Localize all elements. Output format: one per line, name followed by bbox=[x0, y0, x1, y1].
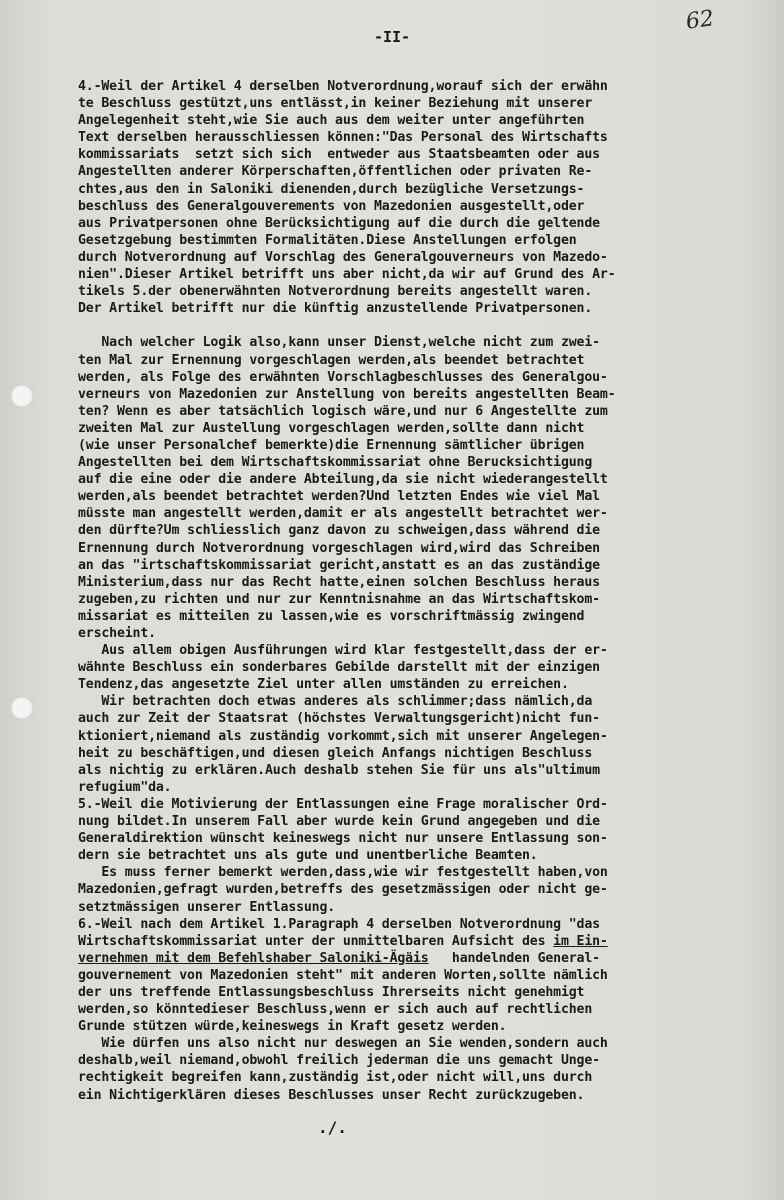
line-text: Angestellten anderer Körperschaften,öffentlichen oder privaten Re- bbox=[78, 164, 593, 180]
line-text: 6.-Weil nach dem Artikel 1.Paragraph 4 derselben Notverordnung "das bbox=[78, 916, 600, 932]
line-text: den dürfte?Um schliesslich ganz davon zu schweigen,dass während die bbox=[78, 523, 600, 539]
line-text: kommissariats setzt sich sich entweder aus Staatsbeamten oder aus bbox=[78, 147, 600, 163]
line-text: gouvernement von Mazedonien steht" mit anderen Worten,sollte nämlich bbox=[78, 967, 608, 983]
line-text: Wirtschaftskommissariat unter der unmittelbaren Aufsicht des bbox=[78, 933, 554, 949]
letter-body bbox=[78, 78, 778, 1104]
line-text: werden,so könntedieser Beschluss,wenn er sich auch auf rechtlichen bbox=[78, 1002, 593, 1018]
line-text: ktioniert,niemand als zuständig vorkommt,sich mit unserer Angelegen- bbox=[78, 728, 608, 744]
text-line bbox=[78, 146, 778, 163]
line-text: (wie unser Personalchef bemerkte)die Ernennung sämtlicher übrigen bbox=[78, 437, 585, 453]
text-line bbox=[78, 813, 778, 830]
text-line bbox=[78, 540, 778, 557]
text-line bbox=[78, 1069, 778, 1086]
text-line bbox=[78, 471, 778, 488]
text-line bbox=[78, 950, 778, 967]
line-text: Ministerium,dass nur das Recht hatte,einen solchen Beschluss heraus bbox=[78, 574, 600, 590]
text-line bbox=[78, 181, 778, 198]
text-line bbox=[78, 454, 778, 471]
line-text: aus Privatpersonen ohne Berücksichtigung auf die durch die geltende bbox=[78, 215, 600, 231]
text-line bbox=[78, 1052, 778, 1069]
text-line bbox=[78, 317, 778, 334]
text-line bbox=[78, 1087, 778, 1104]
line-text: heit zu beschäftigen,und diesen gleich Anfangs nichtigen Beschluss bbox=[78, 745, 593, 761]
line-text: Gesetzgebung bestimmten Formalitäten.Diese Anstellungen erfolgen bbox=[78, 232, 577, 248]
line-text: rechtigkeit begreifen kann,zuständig ist,oder nicht will,uns durch bbox=[78, 1070, 593, 1086]
line-text: Grunde stützen würde,keineswegs in Kraft gesetz werden. bbox=[78, 1019, 507, 1035]
text-line bbox=[78, 899, 778, 916]
text-line bbox=[78, 420, 778, 437]
line-text: Angestellten bei dem Wirtschaftskommissariat ohne Berucksichtigung bbox=[78, 455, 593, 471]
line-text: werden,als beendet betrachtet werden?Und letzten Endes wie viel Mal bbox=[78, 489, 600, 505]
text-line bbox=[78, 129, 778, 146]
line-text: auch zur Zeit der Staatsrat (höchstes Verwaltungsgericht)nicht fun- bbox=[78, 711, 600, 727]
text-line bbox=[78, 95, 778, 112]
line-text: werden, als Folge des erwähnten Vorschlagbeschlusses des Generalgou- bbox=[78, 369, 608, 385]
line-text: nung bildet.In unserem Fall aber wurde kein Grund angegeben und die bbox=[78, 814, 600, 830]
line-text: tikels 5.der obenerwähnten Notverordnung bereits angestellt waren. bbox=[78, 284, 593, 300]
line-text: an das "irtschaftskommissariat gericht,anstatt es an das zuständige bbox=[78, 557, 600, 573]
line-text: chtes,aus den in Saloniki dienenden,durch bezügliche Versetzungs- bbox=[78, 181, 585, 197]
line-text: ten? Wenn es aber tatsächlich logisch wäre,und nur 6 Angestellte zum bbox=[78, 403, 608, 419]
line-text-after: handelnden General- bbox=[428, 950, 600, 966]
text-line bbox=[78, 642, 778, 659]
line-text: dern sie betrachtet uns als gute und unentberliche Beamten. bbox=[78, 848, 538, 864]
line-text: müsste man angestellt werden,damit er als angestellt betrachtet wer- bbox=[78, 506, 608, 522]
text-line bbox=[78, 728, 778, 745]
line-text: Angelegenheit steht,wie Sie auch aus dem weiter unter angeführten bbox=[78, 113, 585, 129]
text-line bbox=[78, 779, 778, 796]
line-text: erscheint. bbox=[78, 626, 156, 641]
text-line bbox=[78, 505, 778, 522]
line-text: nien".Dieser Artikel betrifft uns aber nicht,da wir auf Grund des Ar- bbox=[78, 267, 616, 283]
text-line bbox=[78, 659, 778, 676]
text-line bbox=[78, 830, 778, 847]
text-line bbox=[78, 762, 778, 779]
line-text: ein Nichtigerklären dieses Beschlusses unser Recht zurückzugeben. bbox=[78, 1087, 585, 1103]
line-text: 4.-Weil der Artikel 4 derselben Notverordnung,worauf sich der erwähn bbox=[78, 79, 608, 94]
text-line bbox=[78, 864, 778, 881]
text-line bbox=[78, 881, 778, 898]
line-text: beschluss des Generalgouverements von Mazedonien ausgestellt,oder bbox=[78, 198, 585, 214]
text-line bbox=[78, 796, 778, 813]
text-line bbox=[78, 710, 778, 727]
text-line bbox=[78, 369, 778, 386]
line-text: Der Artikel betrifft nur die künftig anzustellende Privatpersonen. bbox=[78, 301, 593, 317]
text-line bbox=[78, 386, 778, 403]
text-line bbox=[78, 78, 778, 95]
line-text: zweiten Mal zur Austellung vorgeschlagen werden,sollte dann nicht bbox=[78, 420, 585, 436]
text-line bbox=[78, 112, 778, 129]
line-text: deshalb,weil niemand,obwohl freilich jederman die uns gemacht Unge- bbox=[78, 1053, 600, 1069]
text-line bbox=[78, 574, 778, 591]
text-line bbox=[78, 625, 778, 642]
text-line bbox=[78, 215, 778, 232]
line-text: Tendenz,das angesetzte Ziel unter allen umständen zu erreichen. bbox=[78, 677, 569, 693]
punch-hole bbox=[10, 696, 34, 720]
line-text: te Beschluss gestützt,uns entlässt,in keiner Beziehung mit unserer bbox=[78, 96, 593, 112]
text-line bbox=[78, 352, 778, 369]
text-line bbox=[78, 232, 778, 249]
line-text: der uns treffende Entlassungsbeschluss Ihrerseits nicht genehmigt bbox=[78, 984, 585, 1000]
text-line bbox=[78, 591, 778, 608]
text-line bbox=[78, 676, 778, 693]
text-line bbox=[78, 557, 778, 574]
text-line bbox=[78, 249, 778, 266]
text-line bbox=[78, 522, 778, 539]
text-line bbox=[78, 266, 778, 283]
continuation-mark: ./. bbox=[318, 1118, 347, 1137]
line-text: Wir betrachten doch etwas anderes als schlimmer;dass nämlich,da bbox=[78, 694, 593, 710]
line-text: 5.-Weil die Motivierung der Entlassungen eine Frage moralischer Ord- bbox=[78, 796, 608, 812]
text-line bbox=[78, 933, 778, 950]
text-line bbox=[78, 916, 778, 933]
line-text: zugeben,zu richten und nur zur Kenntnisnahme an das Wirtschaftskom- bbox=[78, 591, 600, 607]
text-line bbox=[78, 488, 778, 505]
text-line bbox=[78, 198, 778, 215]
line-text: verneurs von Mazedonien zur Anstellung von bereits angestellten Beam- bbox=[78, 386, 616, 402]
line-text: durch Notverordnung auf Vorschlag des Generalgouverneurs von Mazedo- bbox=[78, 249, 608, 265]
line-text: Nach welcher Logik also,kann unser Dienst,welche nicht zum zwei- bbox=[78, 335, 600, 351]
text-line bbox=[78, 437, 778, 454]
line-text: Wie dürfen uns also nicht nur deswegen an Sie wenden,sondern auch bbox=[78, 1036, 608, 1052]
handwritten-folio-number: 62 bbox=[684, 6, 716, 35]
line-text: als nichtig zu erklären.Auch deshalb stehen Sie für uns als"ultimum bbox=[78, 762, 600, 778]
text-line bbox=[78, 608, 778, 625]
text-line bbox=[78, 693, 778, 710]
text-line bbox=[78, 984, 778, 1001]
text-line bbox=[78, 967, 778, 984]
text-line bbox=[78, 403, 778, 420]
text-line bbox=[78, 163, 778, 180]
line-text: Text derselben herausschliessen können:"Das Personal des Wirtschafts bbox=[78, 130, 608, 146]
line-text: Aus allem obigen Ausführungen wird klar festgestellt,dass der er- bbox=[78, 643, 608, 659]
text-line bbox=[78, 1035, 778, 1052]
underlined-text: vernehmen mit dem Befehlshaber Saloniki-Ägäis bbox=[78, 950, 429, 966]
page-number: -II- bbox=[373, 28, 411, 46]
line-text: missariat es mitteilen zu lassen,wie es vorschriftmässig zwingend bbox=[78, 608, 585, 624]
line-text: ten Mal zur Ernennung vorgeschlagen werden,als beendet betrachtet bbox=[78, 352, 585, 368]
text-line bbox=[78, 1001, 778, 1018]
text-line bbox=[78, 334, 778, 351]
line-text: wähnte Beschluss ein sonderbares Gebilde darstellt mit der einzigen bbox=[78, 660, 600, 676]
text-line bbox=[78, 300, 778, 317]
line-text: setztmässigen unserer Entlassung. bbox=[78, 899, 336, 915]
text-line bbox=[78, 283, 778, 300]
line-text: Generaldirektion wünscht keineswegs nicht nur unsere Entlassung son- bbox=[78, 831, 608, 847]
line-text: Mazedonien,gefragt wurden,betreffs des gesetzmässigen oder nicht ge- bbox=[78, 882, 608, 898]
line-text: Es muss ferner bemerkt werden,dass,wie wir festgestellt haben,von bbox=[78, 865, 608, 881]
punch-hole bbox=[10, 384, 34, 408]
text-line bbox=[78, 745, 778, 762]
underlined-text: im Ein- bbox=[553, 933, 608, 949]
line-text: refugium"da. bbox=[78, 779, 172, 795]
line-text: auf die eine oder die andere Abteilung,da sie nicht wiederangestellt bbox=[78, 472, 608, 488]
text-line bbox=[78, 847, 778, 864]
line-text: Ernennung durch Notverordnung vorgeschlagen wird,wird das Schreiben bbox=[78, 540, 600, 556]
text-line bbox=[78, 1018, 778, 1035]
